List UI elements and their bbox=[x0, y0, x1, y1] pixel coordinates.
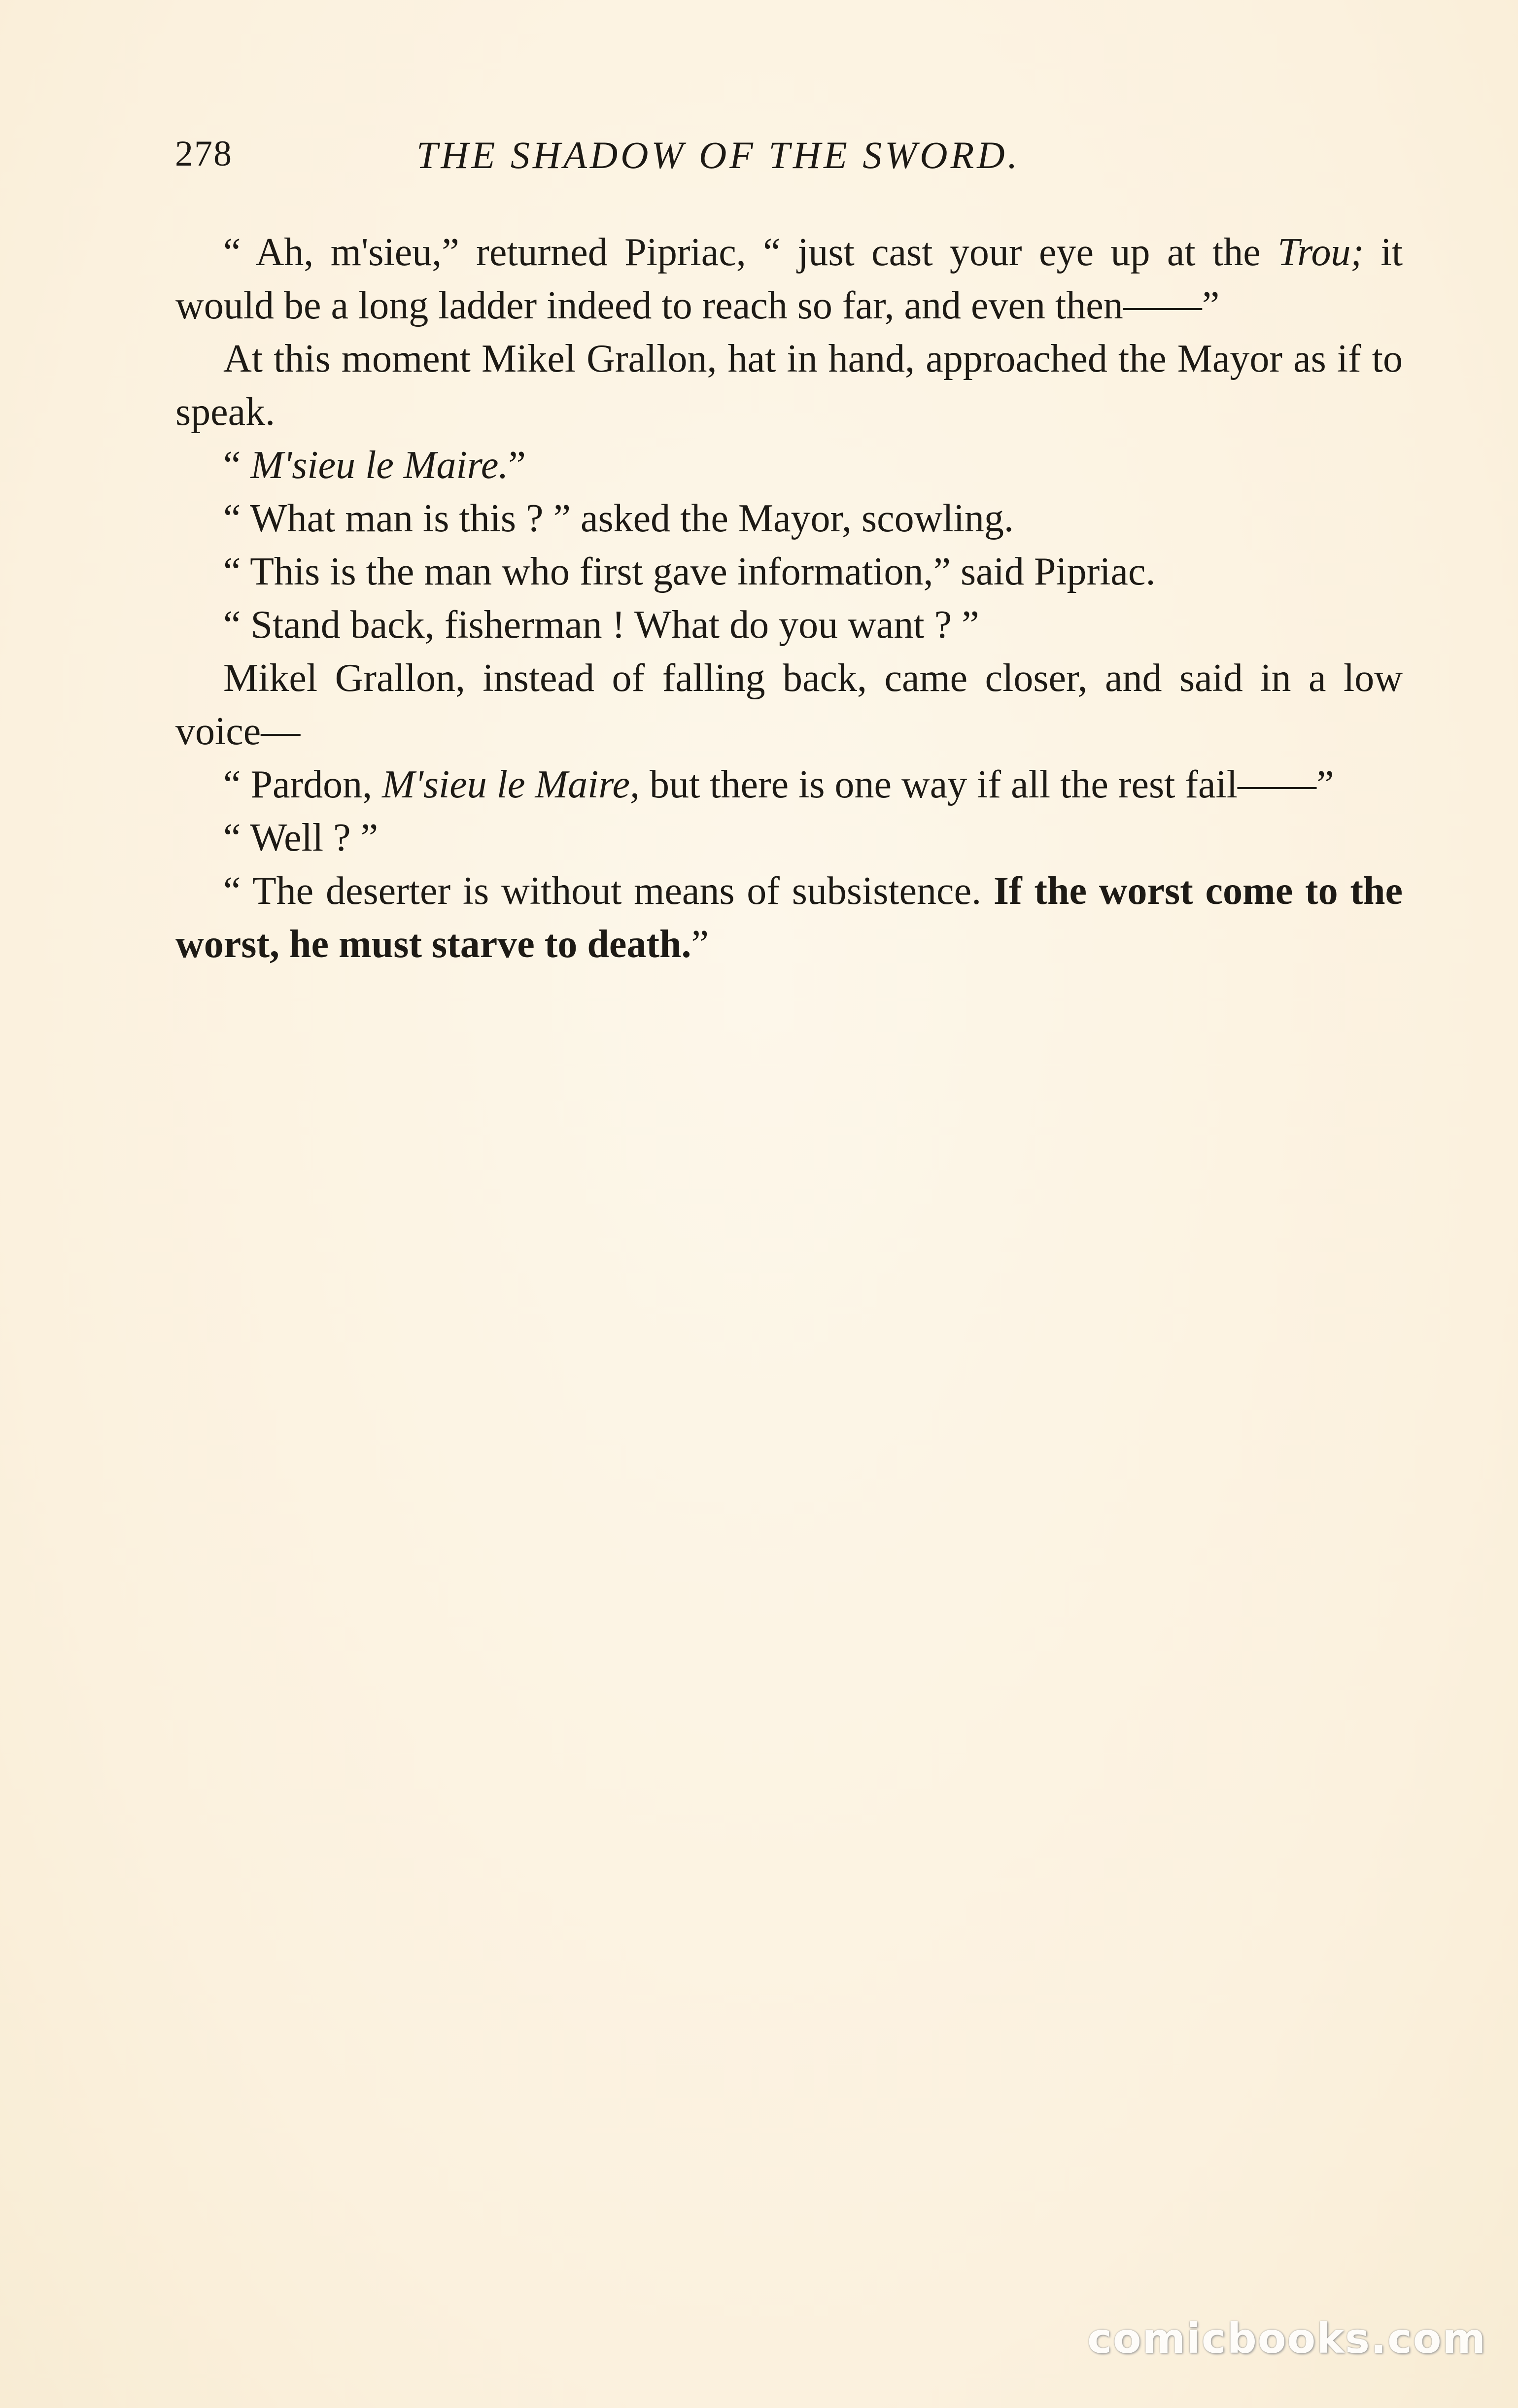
paragraph bbox=[175, 598, 1403, 652]
text-run: If the worst come to the worst, he must starve to death. bbox=[175, 869, 1403, 966]
text-run: “ Well ? ” bbox=[223, 816, 379, 860]
text-run: but there is one way if all the rest fail——” bbox=[640, 763, 1334, 806]
body-text bbox=[175, 226, 1403, 971]
paragraph bbox=[175, 332, 1403, 439]
text-run: At this moment Mikel Grallon, hat in hand, approached the Mayor as if to speak. bbox=[175, 337, 1403, 434]
text-run: M'sieu le Maire. bbox=[250, 444, 509, 487]
paragraph bbox=[175, 811, 1403, 864]
paragraph bbox=[175, 758, 1403, 811]
paragraph bbox=[175, 545, 1403, 598]
paragraph bbox=[175, 864, 1403, 971]
text-run: “ Stand back, fisherman ! What do you want ? ” bbox=[223, 603, 979, 647]
text-run: “ Ah, m'sieu,” returned Pipriac, “ just cast your eye up at the bbox=[223, 231, 1278, 274]
text-run: it would be a long ladder indeed to reach so far, and even then——” bbox=[175, 231, 1403, 327]
running-header bbox=[175, 133, 1161, 187]
page-number: 278 bbox=[175, 134, 233, 174]
text-run: “ Pardon, bbox=[223, 763, 382, 806]
text-run: ” bbox=[691, 923, 709, 966]
text-run: “ bbox=[223, 444, 251, 487]
text-run: Mikel Grallon, instead of falling back, came closer, and said in a low voice— bbox=[175, 656, 1403, 753]
text-run: M'sieu le Maire, bbox=[382, 763, 640, 806]
paragraph bbox=[175, 226, 1403, 332]
book-title: THE SHADOW OF THE SWORD. bbox=[416, 134, 1021, 176]
paragraph bbox=[175, 652, 1403, 758]
text-run: “ What man is this ? ” asked the Mayor, scowling. bbox=[223, 497, 1014, 540]
text-run: “ This is the man who first gave information,” said Pipriac. bbox=[223, 550, 1156, 593]
paragraph bbox=[175, 439, 1403, 492]
site-watermark: comicbooks.com bbox=[1087, 2314, 1486, 2363]
text-run: ” bbox=[508, 444, 526, 487]
text-run: Trou; bbox=[1277, 231, 1364, 274]
text-run: “ The deserter is without means of subsistence. bbox=[223, 869, 994, 913]
paragraph bbox=[175, 492, 1403, 545]
